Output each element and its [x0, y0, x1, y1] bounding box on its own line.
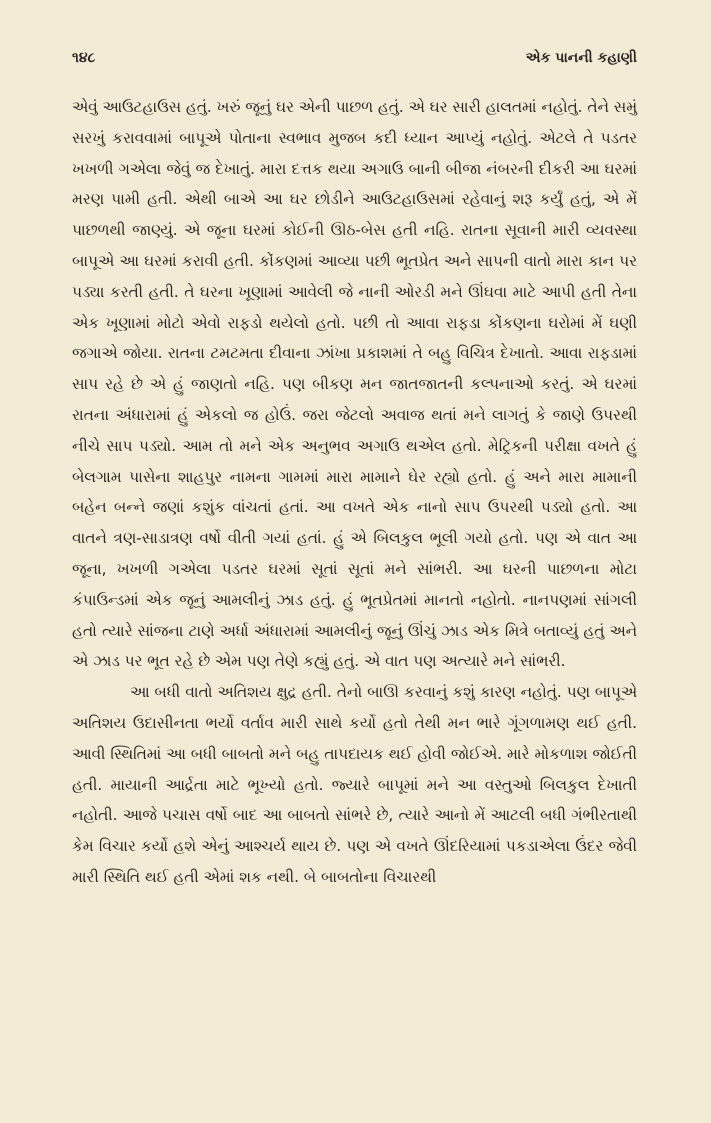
page-number: ૧૪૮: [72, 50, 96, 66]
page-header: [72, 50, 637, 92]
body-text: [72, 92, 637, 893]
running-title: એક પાનની કહાણી: [525, 50, 637, 66]
paragraph: એવું આઉટહાઉસ હતું. ખરું જૂનું ઘર એની પાછળ હતું. એ ઘર સારી હાલતમાં નહોતું. તેને સમું સરખું કરાવવામાં બાપૂએ પોતાના સ્વભાવ મુજબ કદી ધ્યાન આપ્યું નહોતું. એટલે તે પડતર ખખળી ગએલા જેવું જ દેખાતું. મારા દત્તક થયા અગાઉ બાની બીજા નંબરની દીકરી આ ઘરમાં મરણ પામી હતી. એથી બાએ આ ઘર છોડીને આઉટહાઉસમાં રહેવાનું શરૂ કર્યું હતું, એ મેં પાછળથી જાણ્યું. એ જૂના ઘરમાં કોઈની ઊઠ-બેસ હતી નહિ. રાતના સૂવાની મારી વ્યવસ્થા બાપૂએ આ ઘરમાં કરાવી હતી. કોંકણમાં આવ્યા પછી ભૂતપ્રેત અને સાપની વાતો મારા કાન પર પડ્યા કરતી હતી. તે ઘરના ખૂણામાં આવેલી જે નાની ઓરડી મને ઊંઘવા માટે આપી હતી તેના એક ખૂણામાં મોટો એવો રાફડો થયેલો હતો. પછી તો આવા રાફડા કોંકણના ઘરોમાં મેં ઘણી જગાએ જોયા. રાતના ટમટમતા દીવાના ઝાંખા પ્રકાશમાં તે બહુ વિચિત્ર દેખાતો. આવા રાફડામાં સાપ રહે છે એ હું જાણતો નહિ. પણ બીકણ મન જાતજાતની કલ્પનાઓ કરતું. એ ઘરમાં રાતના અંધારામાં હું એકલો જ હોઉં. જરા જેટલો અવાજ થતાં મને લાગતું કે જાણે ઉપરથી નીચે સાપ પડ્યો. આમ તો મને એક અનુભવ અગાઉ થએલ હતો. મેટ્રિકની પરીક્ષા વખતે હું બેલગામ પાસેના શાહપુર નામના ગામમાં મારા મામાને ઘેર રહ્યો હતો. હું અને મારા મામાની બહેન બન્ને જણાં કશુંક વાંચતાં હતાં. આ વખતે એક નાનો સાપ ઉપરથી પડ્યો હતો. આ વાતને ત્રણ-સાડાત્રણ વર્ષો વીતી ગયાં હતાં. હું એ બિલકુલ ભૂલી ગયો હતો. પણ એ વાત આ જૂના, ખખળી ગએલા પડતર ઘરમાં સૂતાં સૂતાં મને સાંભરી. આ ઘરની પાછળના મોટા કંપાઉન્ડમાં એક જૂનું આમલીનું ઝાડ હતું. હું ભૂતપ્રેતમાં માનતો નહોતો. નાનપણમાં સાંગલી હતો ત્યારે સાંજના ટાણે અર્ધા અંધારામાં આમલીનું જૂનું ઊંચું ઝાડ એક મિત્રે બતાવ્યું હતું અને એ ઝાડ પર ભૂત રહે છે એમ પણ તેણે કહ્યું હતું. એ વાત પણ અત્યારે મને સાંભરી.: [72, 98, 637, 671]
paragraph: આ બધી વાતો અતિશય ક્ષુદ્ર હતી. તેનો બાઊ કરવાનું કશું કારણ નહોતું. પણ બાપૂએ અતિશય ઉદાસીનતા ભર્યો વર્તાવ મારી સાથે કર્યો હતો તેથી મન ભારે ગૂંગળામણ થઈ હતી. આવી સ્થિતિમાં આ બધી બાબતો મને બહુ તાપદાયક થઈ હોવી જોઈએ. મારે મોકળાશ જોઈતી હતી. માયાની આર્દ્રતા માટે ભૂખ્યો હતો. જ્યારે બાપૂમાં મને આ વસ્તુઓ બિલકુલ દેખાતી નહોતી. આજે પચાસ વર્ષો બાદ આ બાબતો સાંભરે છે, ત્યારે આનો મેં આટલી બધી ગંભીરતાથી કેમ વિચાર કર્યો હશે એનું આશ્ચર્ય થાય છે. પણ એ વખતે ઊંદરિયામાં પકડાએલા ઉંદર જેવી મારી સ્થિતિ થઈ હતી એમાં શક નથી. બે બાબતોના વિચારથી: [72, 683, 637, 886]
